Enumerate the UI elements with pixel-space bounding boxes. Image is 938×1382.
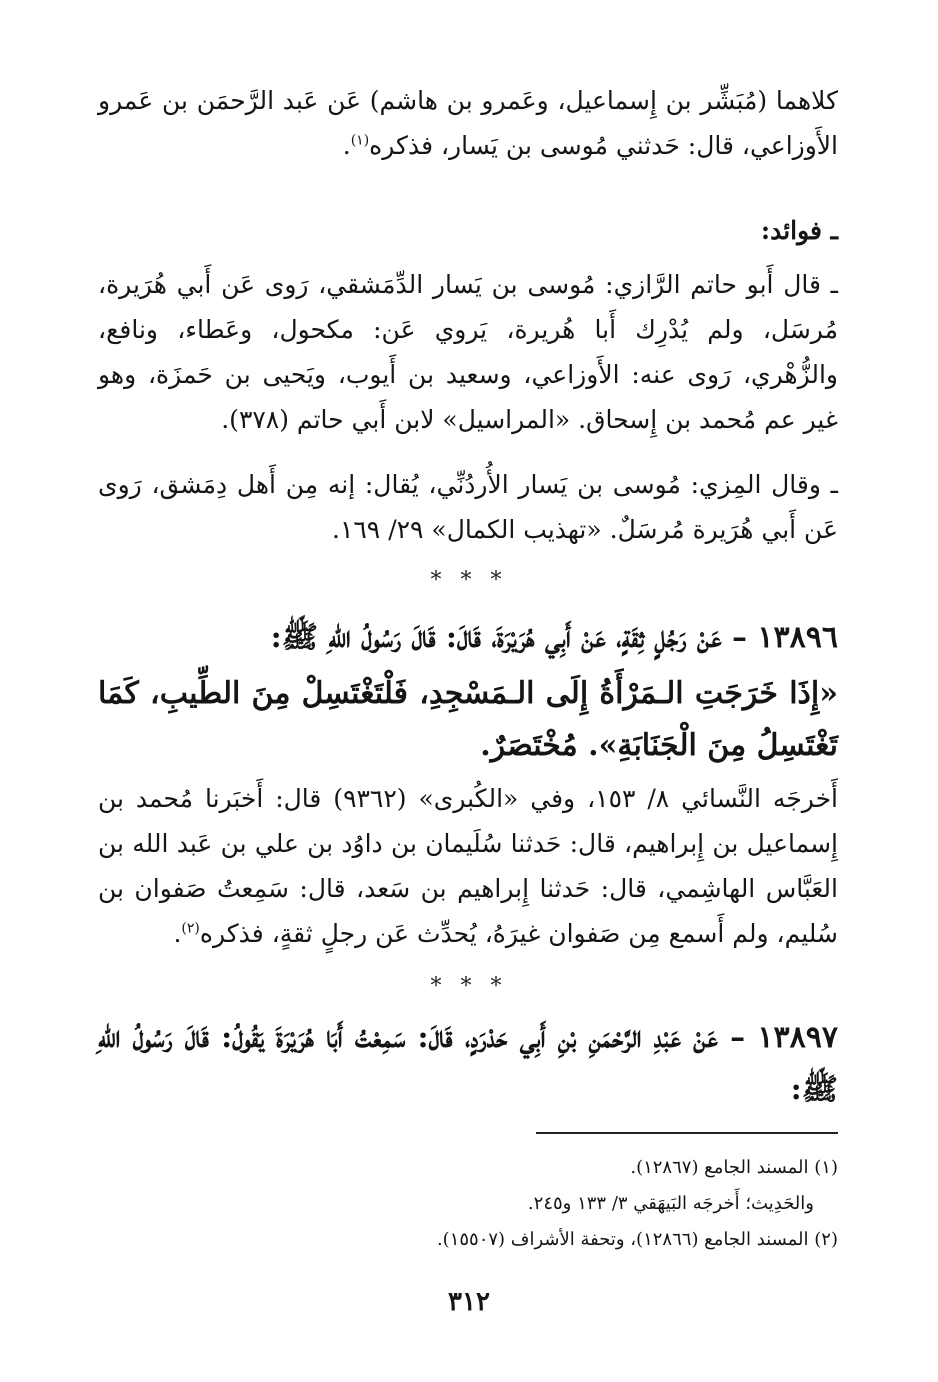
hadith-13896-header: ١٣٨٩٦ – عَنْ رَجُلٍ ثِقَةٍ، عَنْ أَبِي هُرَيْرَةَ، قَالَ: قَالَ رَسُولُ اللهِ ﷺ: — [270, 620, 838, 655]
footnote-reference-1: (١) — [350, 132, 370, 149]
hadith-13896-text: «إِذَا خَرَجَتِ الـمَرْأَةُ إِلَى الـمَسْجِدِ، فَلْتَغْتَسِلْ مِنَ الطِّيبِ، كَمَا تَغْتَسِلُ مِنَ الْجَنَابَةِ». مُخْتَصَرٌ. — [98, 676, 838, 763]
footnote-reference-2: (٢) — [181, 920, 200, 937]
section-separator: * * * — [430, 568, 508, 593]
benefits-heading: ـ فوائد: — [760, 216, 838, 245]
paragraph-text: كلاهما (مُبَشِّر بن إِسماعيل، وعَمرو بن هاشم) عَن عَبد الرَّحمَن بن عَمرو الأَوزاعي، قال: حَدثني مُوسى بن يَسار، فذكره — [98, 86, 838, 160]
footnote-1-continuation: والحَدِيث؛ أَخرجَه البَيهَقي ٣/ ١٣٣ و٢٤٥. — [527, 1193, 814, 1214]
footnote-1: (١) المسند الجامع (١٢٨٦٧). — [630, 1157, 838, 1178]
footnotes — [98, 1150, 838, 1258]
page-number: ٣١٢ — [448, 1287, 490, 1317]
paragraph-nasai-takhrij — [98, 776, 838, 956]
paragraph-mizzi-note: ـ وقال المِزي: مُوسى بن يَسار الأُردُنِّي، يُقال: إنه مِن أَهل دِمَشق، رَوى عَن أَبي هُرَيرة مُرسَلٌ. «تهذيب الكمال» ٢٩/ ١٦٩. — [98, 470, 838, 544]
section-separator: * * * — [430, 974, 508, 999]
paragraph-chain-conclusion — [98, 78, 838, 168]
paragraph-end: . — [173, 919, 182, 948]
paragraph-text: أَخرجَه النَّسائي ٨/ ١٥٣، وفي «الكُبرى» (٩٣٦٢) قال: أَخبَرنا مُحمد بن إِسماعيل بن إِبراهيم، قال: حَدثنا سُلَيمان بن داوُد بن علي بن عَبد الله بن العَبَّاس الهاشِمي، قال: حَدثنا إِبراهيم بن سَعد، قال: سَمِعتُ صَفوان بن سُليم، ولم أَسمع مِن صَفوان غيرَهُ، يُحدِّث عَن رجلٍ ثقةٍ، فذكره — [98, 784, 838, 948]
hadith-13897-header: ١٣٨٩٧ – عَنْ عَبْدِ الرَّحْمَنِ بْنِ أَبِي حَدْرَدٍ، قَالَ: سَمِعْتُ أَبَا هُرَيْرَةَ يَقُولُ: قَالَ رَسُولُ اللهِ ﷺ: — [98, 1020, 838, 1107]
footnote-divider — [536, 1132, 838, 1134]
footnote-2: (٢) المسند الجامع (١٢٨٦٦)، وتحفة الأشراف (١٥٥٠٧). — [436, 1229, 838, 1250]
paragraph-abu-hatim-note: ـ قال أَبو حاتم الرَّازي: مُوسى بن يَسار الدِّمَشقي، رَوى عَن أَبي هُرَيرة، مُرسَل، ولم يُدْرِك أَبا هُريرة، يَروي عَن: مكحول، وعَطاء، ونافع، والزُّهْري، رَوى عنه: الأَوزاعي، وسعيد بن أَيوب، ويَحيى بن حَمزَة، وهو غير عم مُحمد بن إِسحاق. «المراسيل» لابن أَبي حاتم (٣٧٨). — [98, 270, 838, 434]
paragraph-end: . — [342, 131, 351, 160]
